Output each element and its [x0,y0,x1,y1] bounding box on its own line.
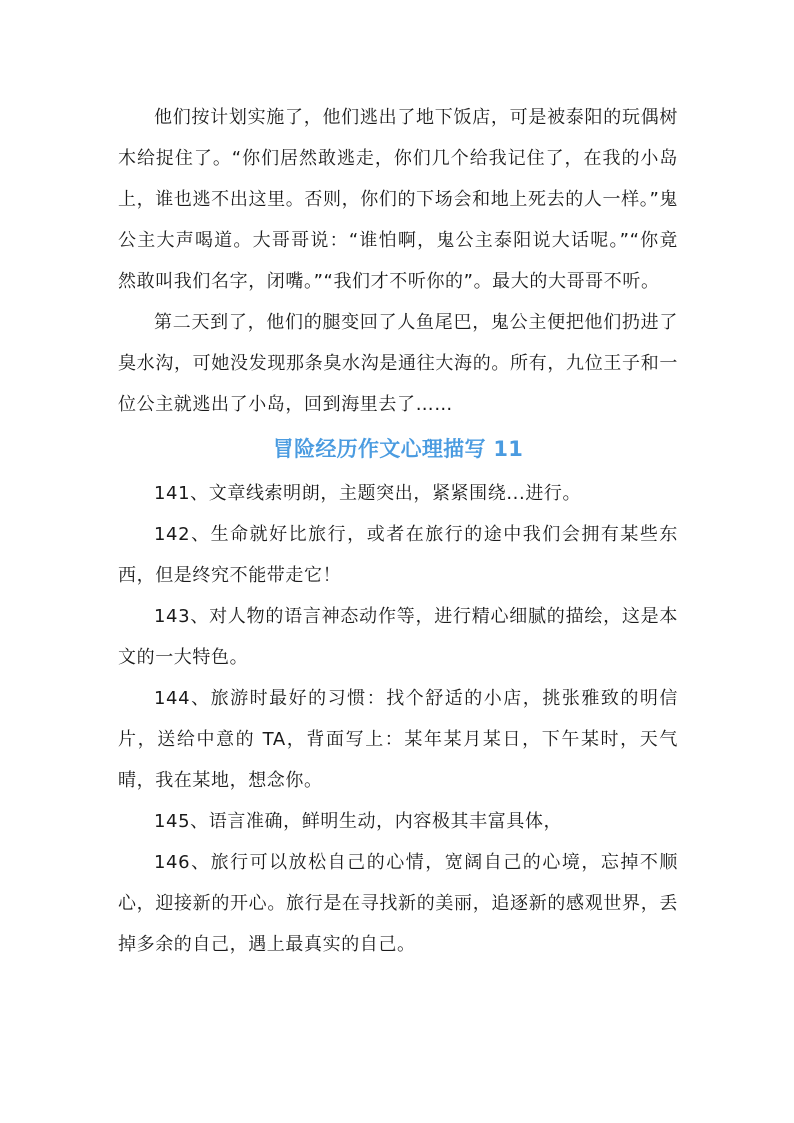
list-item: 145、语言准确，鲜明生动，内容极其丰富具体， [154,811,563,832]
list-item: 146、旅行可以放松自己的心情，宽阔自己的心境，忘掉不顺心，迎接新的开心。旅行是在寻找新的美丽，追逐新的感观世界，丢掉多余的自己，遇上最真实的自己。 [118,852,678,955]
list-item: 144、旅游时最好的习惯：找个舒适的小店，挑张雅致的明信片，送给中意的 TA，背面写上：某年某月某日，下午某时，天气晴，我在某地，想念你。 [118,688,678,791]
list-item: 143、对人物的语言神态动作等，进行精心细腻的描绘，这是本文的一大特色。 [118,606,678,668]
list-item: 142、生命就好比旅行，或者在旅行的途中我们会拥有某些东西，但是终究不能带走它！ [118,524,678,586]
list-item: 141、文章线索明朗，主题突出，紧紧围绕...进行。 [154,483,582,504]
section-heading: 冒险经历作文心理描写 11 [272,437,524,461]
story-paragraph: 第二天到了，他们的腿变回了人鱼尾巴，鬼公主便把他们扔进了臭水沟，可她没发现那条臭水沟是通往大海的。所有，九位王子和一位公主就逃出了小岛，回到海里去了…… [118,312,678,415]
story-paragraph: 他们按计划实施了，他们逃出了地下饭店，可是被泰阳的玩偶树木给捉住了。“你们居然敢逃走，你们几个给我记住了，在我的小岛上，谁也逃不出这里。否则，你们的下场会和地上死去的人一样。”鬼公主大声喝道。大哥哥说：“谁怕啊，鬼公主泰阳说大话呢。”“你竟然敢叫我们名字，闭嘴。”“我们才不听你的”。最大的大哥哥不听。 [118,107,678,292]
document-body [118,97,678,965]
